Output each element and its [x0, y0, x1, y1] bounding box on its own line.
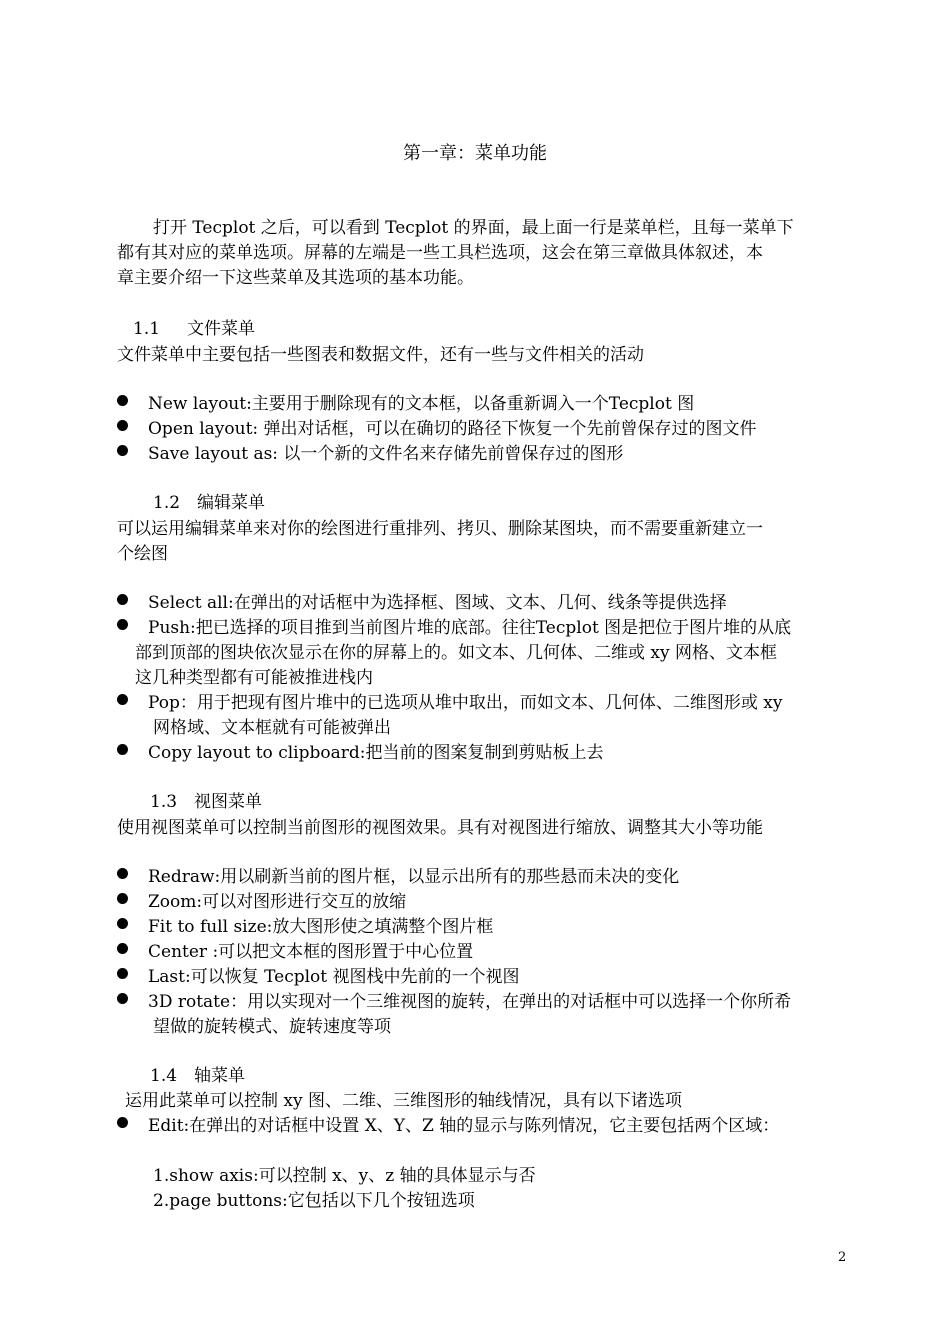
page-number: 2 — [838, 1250, 847, 1265]
section-number: 1.4 — [150, 1066, 178, 1086]
list-item-continuation: 网格域、文本框就有可能被弹出 — [153, 718, 391, 738]
sub-item: 1.show axis:可以控制 x、y、z 轴的具体显示与否 — [153, 1166, 536, 1186]
bullet-icon — [117, 868, 128, 879]
section-number: 1.1 — [133, 319, 161, 339]
bullet-icon — [117, 619, 128, 630]
section-1-4-desc: 运用此菜单可以控制 xy 图、二维、三维图形的轴线情况，具有以下诸选项 — [125, 1091, 682, 1111]
bullet-icon — [117, 918, 128, 929]
bullet-icon — [117, 993, 128, 1004]
section-title: 轴菜单 — [194, 1066, 245, 1086]
bullet-icon — [117, 594, 128, 605]
section-title: 视图菜单 — [194, 792, 262, 812]
chapter-title: 第一章：菜单功能 — [403, 143, 547, 164]
sub-item: 2.page buttons:它包括以下几个按钮选项 — [153, 1191, 475, 1211]
list-item-continuation: 这几种类型都有可能被推进栈内 — [135, 668, 373, 688]
section-heading-1-4 — [150, 1061, 245, 1086]
bullet-icon — [117, 943, 128, 954]
bullet-icon — [117, 420, 128, 431]
bullet-icon — [117, 1117, 128, 1128]
section-1-1-desc: 文件菜单中主要包括一些图表和数据文件，还有一些与文件相关的活动 — [117, 345, 644, 365]
intro-line-1: 打开 Tecplot 之后，可以看到 Tecplot 的界面，最上面一行是菜单栏，且每一菜单下 — [153, 218, 794, 238]
section-1-2-desc-line-2: 个绘图 — [117, 544, 168, 564]
section-heading-1-3 — [150, 787, 262, 812]
bullet-icon — [117, 445, 128, 456]
section-number: 1.2 — [153, 493, 181, 513]
bullet-icon — [117, 395, 128, 406]
section-title: 编辑菜单 — [197, 493, 265, 513]
section-heading-1-1 — [133, 314, 255, 339]
section-1-3-desc: 使用视图菜单可以控制当前图形的视图效果。具有对视图进行缩放、调整其大小等功能 — [117, 818, 763, 838]
section-heading-1-2 — [153, 488, 265, 513]
section-1-2-desc-line-1: 可以运用编辑菜单来对你的绘图进行重排列、拷贝、删除某图块，而不需要重新建立一 — [117, 519, 763, 539]
list-item-continuation: 部到顶部的图块依次显示在你的屏幕上的。如文本、几何体、二维或 xy 网格、文本框 — [135, 643, 777, 663]
intro-line-3: 章主要介绍一下这些菜单及其选项的基本功能。 — [117, 268, 474, 288]
bullet-icon — [117, 968, 128, 979]
list-item-continuation: 望做的旋转模式、旋转速度等项 — [153, 1017, 391, 1037]
section-title: 文件菜单 — [187, 319, 255, 339]
bullet-icon — [117, 744, 128, 755]
intro-line-2: 都有其对应的菜单选项。屏幕的左端是一些工具栏选项，这会在第三章做具体叙述，本 — [117, 243, 763, 263]
section-number: 1.3 — [150, 792, 178, 812]
bullet-icon — [117, 694, 128, 705]
bullet-icon — [117, 893, 128, 904]
